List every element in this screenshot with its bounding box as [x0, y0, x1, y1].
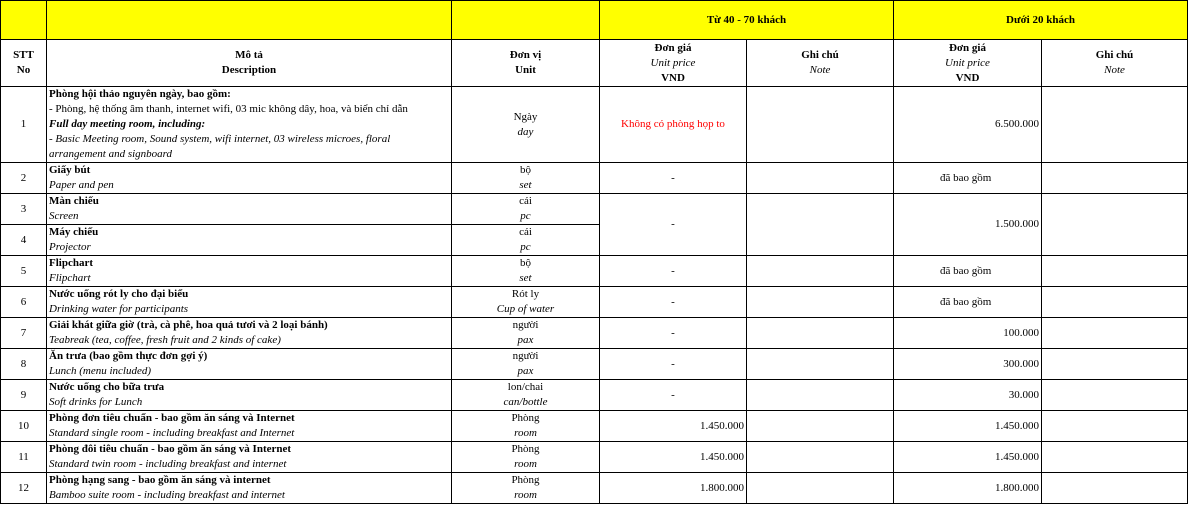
row-note-1	[747, 256, 894, 287]
row-unit: Phòng room	[452, 473, 600, 504]
row-price-2: đã bao gồm	[894, 163, 1042, 194]
row-description: Phòng hạng sang - bao gồm ăn sáng và internet Bamboo suite room - including breakfast and internet	[47, 473, 452, 504]
row-price-2: 300.000	[894, 349, 1042, 380]
table-row	[1, 256, 1188, 287]
row-description: Giải khát giữa giờ (trà, cà phê, hoa quả tươi và 2 loại bánh) Teabreak (tea, coffee, fresh fruit and 2 kinds of cake)	[47, 318, 452, 349]
row-number: 3	[1, 194, 47, 225]
table-row	[1, 473, 1188, 504]
row-description: Giấy bút Paper and pen	[47, 163, 452, 194]
col-header-note-1: Ghi chú Note	[747, 40, 894, 87]
row-description: Nước uống cho bữa trưa Soft drinks for Lunch	[47, 380, 452, 411]
col-header-unit-price-1: Đơn giá Unit price VND	[600, 40, 747, 87]
row-number: 11	[1, 442, 47, 473]
table-row	[1, 287, 1188, 318]
table-row	[1, 380, 1188, 411]
table-row	[1, 442, 1188, 473]
row-unit: bộ set	[452, 163, 600, 194]
table-row	[1, 194, 1188, 225]
merged-price-1: -	[600, 194, 747, 256]
row-note-2	[1042, 163, 1188, 194]
row-price-2: đã bao gồm	[894, 256, 1042, 287]
row-description: Máy chiếu Projector	[47, 225, 452, 256]
row-note-1	[747, 473, 894, 504]
row-price-1: Không có phòng họp to	[600, 87, 747, 163]
group-header-40-70: Từ 40 - 70 khách	[600, 1, 894, 40]
row-note-2	[1042, 442, 1188, 473]
row-unit: người pax	[452, 349, 600, 380]
table-row	[1, 87, 1188, 163]
row-note-2	[1042, 256, 1188, 287]
row-note-2	[1042, 411, 1188, 442]
row-price-1: 1.800.000	[600, 473, 747, 504]
merged-price-2: 1.500.000	[894, 194, 1042, 256]
header-band	[1, 1, 1188, 40]
row-unit: Ngày day	[452, 87, 600, 163]
header-blank-desc	[47, 1, 452, 40]
row-description: Màn chiếu Screen	[47, 194, 452, 225]
row-price-2: 1.450.000	[894, 411, 1042, 442]
row-price-2: 1.450.000	[894, 442, 1042, 473]
row-number: 9	[1, 380, 47, 411]
row-unit: Phòng room	[452, 442, 600, 473]
header-blank-stt	[1, 1, 47, 40]
row-note-1	[747, 380, 894, 411]
header-blank-unit	[452, 1, 600, 40]
row-note-1	[747, 349, 894, 380]
table-row	[1, 411, 1188, 442]
row-description: Phòng hội thảo nguyên ngày, bao gồm: - Phòng, hệ thống âm thanh, internet wifi, 03 mic không dây, hoa, và biển chỉ dẫn Full day meeting room, including: - Basic Meeting room, Sound system, wifi internet, 03 wireless microes, floral arrangement and signboard	[47, 87, 452, 163]
row-price-1: 1.450.000	[600, 442, 747, 473]
row-note-1	[747, 442, 894, 473]
table-row	[1, 349, 1188, 380]
row-unit: cái pc	[452, 225, 600, 256]
row-number: 2	[1, 163, 47, 194]
group-header-under-20: Dưới 20 khách	[894, 1, 1188, 40]
row-unit: người pax	[452, 318, 600, 349]
row-price-1: -	[600, 256, 747, 287]
row-price-2: 100.000	[894, 318, 1042, 349]
row-price-2: 30.000	[894, 380, 1042, 411]
row-note-2	[1042, 473, 1188, 504]
row-price-1: 1.450.000	[600, 411, 747, 442]
row-price-2: 6.500.000	[894, 87, 1042, 163]
row-price-1: -	[600, 380, 747, 411]
row-note-2	[1042, 349, 1188, 380]
row-price-1: -	[600, 163, 747, 194]
row-number: 5	[1, 256, 47, 287]
row-price-1: -	[600, 318, 747, 349]
row-price-2: đã bao gồm	[894, 287, 1042, 318]
row-note-2	[1042, 318, 1188, 349]
merged-note-1	[747, 194, 894, 256]
merged-note-2	[1042, 194, 1188, 256]
column-header-row	[1, 40, 1188, 87]
row-unit: cái pc	[452, 194, 600, 225]
row-note-1	[747, 287, 894, 318]
row-note-1	[747, 318, 894, 349]
col-header-description: Mô tả Description	[47, 40, 452, 87]
row-number: 6	[1, 287, 47, 318]
row-number: 10	[1, 411, 47, 442]
row-unit: lon/chai can/bottle	[452, 380, 600, 411]
row-number: 7	[1, 318, 47, 349]
row-unit: Rót ly Cup of water	[452, 287, 600, 318]
row-note-2	[1042, 87, 1188, 163]
row-description: Ăn trưa (bao gồm thực đơn gợi ý) Lunch (menu included)	[47, 349, 452, 380]
row-unit: bộ set	[452, 256, 600, 287]
table-row	[1, 318, 1188, 349]
row-price-1: -	[600, 349, 747, 380]
row-note-2	[1042, 287, 1188, 318]
col-header-stt: STT No	[1, 40, 47, 87]
row-note-2	[1042, 380, 1188, 411]
row-description: Phòng đơn tiêu chuẩn - bao gồm ăn sáng và Internet Standard single room - including breakfast and Internet	[47, 411, 452, 442]
row-note-1	[747, 163, 894, 194]
col-header-unit-price-2: Đơn giá Unit price VND	[894, 40, 1042, 87]
row-unit: Phòng room	[452, 411, 600, 442]
col-header-note-2: Ghi chú Note	[1042, 40, 1188, 87]
row-number: 1	[1, 87, 47, 163]
col-header-unit: Đơn vị Unit	[452, 40, 600, 87]
row-number: 4	[1, 225, 47, 256]
row-description: Phòng đôi tiêu chuẩn - bao gồm ăn sáng và Internet Standard twin room - including breakfast and internet	[47, 442, 452, 473]
row-number: 12	[1, 473, 47, 504]
row-note-1	[747, 87, 894, 163]
row-number: 8	[1, 349, 47, 380]
row-note-1	[747, 411, 894, 442]
row-description: Nước uống rót ly cho đại biểu Drinking water for participants	[47, 287, 452, 318]
row-price-1: -	[600, 287, 747, 318]
row-description: Flipchart Flipchart	[47, 256, 452, 287]
row-price-2: 1.800.000	[894, 473, 1042, 504]
table-row	[1, 163, 1188, 194]
